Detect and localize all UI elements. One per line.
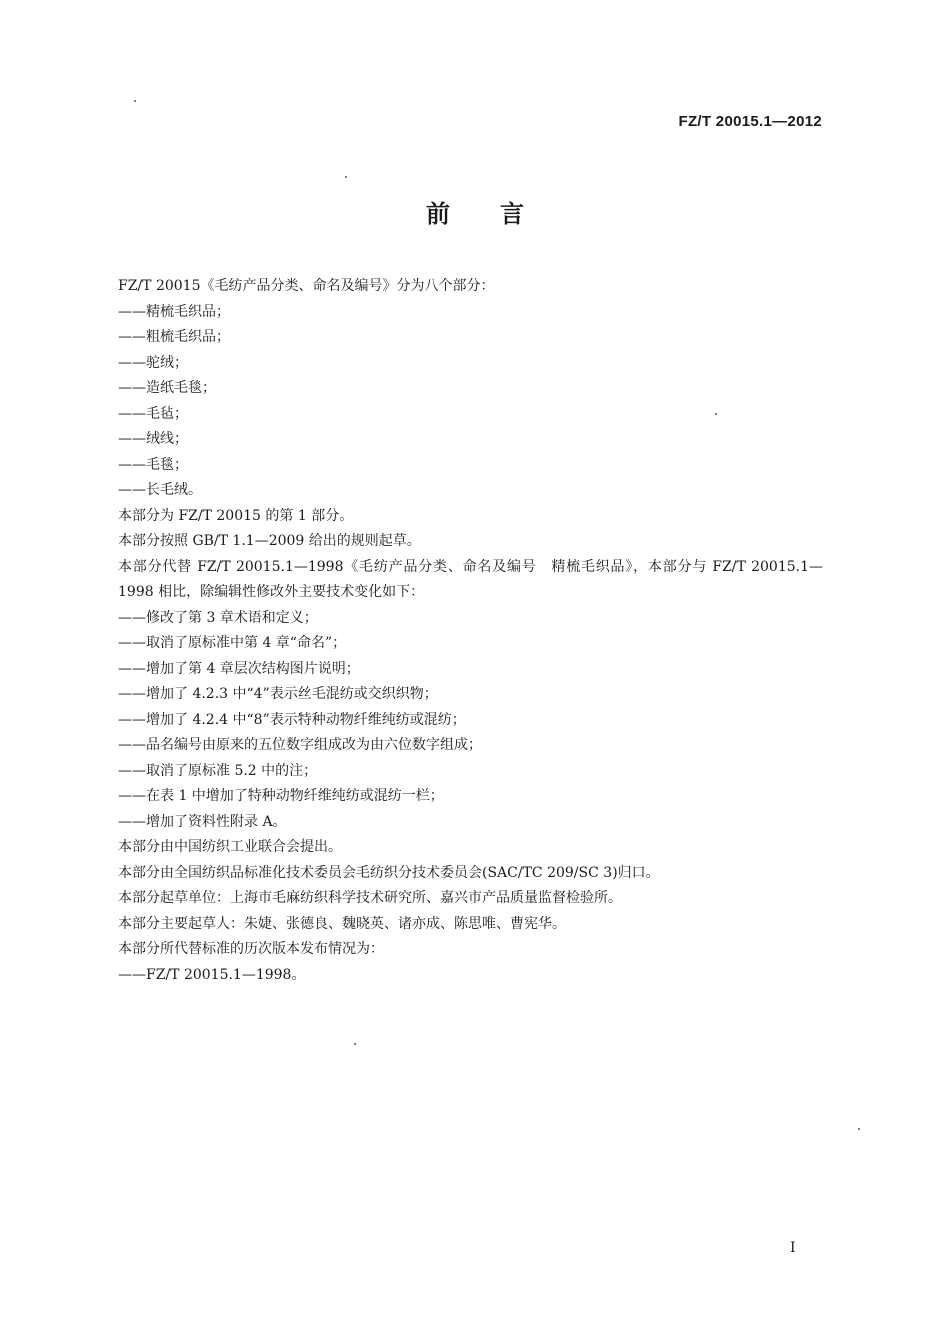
list-item: ——品名编号由原来的五位数字组成改为由六位数字组成；	[118, 737, 482, 753]
paragraph-drafting-units: 本部分起草单位：上海市毛麻纺织科学技术研究所、嘉兴市产品质量监督检验所。	[118, 890, 622, 906]
scan-speck	[134, 100, 136, 102]
paragraph-drafting-rules: 本部分按照 GB/T 1.1—2009 给出的规则起草。	[118, 533, 421, 549]
list-item: ——长毛绒。	[118, 482, 202, 498]
list-item: ——增加了 4.2.3 中“4”表示丝毛混纺或交织织物；	[118, 686, 438, 702]
list-item: ——增加了 4.2.4 中“8”表示特种动物纤维纯纺或混纺；	[118, 711, 466, 728]
list-item: ——取消了原标准 5.2 中的注；	[118, 762, 318, 779]
list-item: ——修改了第 3 章术语和定义；	[118, 609, 318, 626]
paragraph-drafters: 本部分主要起草人：朱婕、张德良、魏晓英、诸亦成、陈思唯、曹宪华。	[118, 915, 566, 932]
list-item: ——增加了第 4 章层次结构图片说明；	[118, 660, 360, 677]
paragraph-history: 本部分所代替标准的历次版本发布情况为：	[118, 941, 384, 957]
list-item: ——精梳毛织品；	[118, 303, 230, 320]
list-item: ——在表 1 中增加了特种动物纤维纯纺或混纺一栏；	[118, 788, 444, 804]
list-item: ——绒线；	[118, 431, 188, 447]
list-item: ——增加了资料性附录 A。	[118, 813, 287, 830]
list-item: ——取消了原标准中第 4 章“命名”；	[118, 635, 347, 651]
list-item: ——驼绒；	[118, 354, 188, 371]
scan-speck	[858, 1128, 860, 1130]
scan-speck	[354, 1043, 356, 1045]
foreword-body	[88, 274, 823, 988]
paragraph-parts-intro: FZ/T 20015《毛纺产品分类、命名及编号》分为八个部分：	[118, 278, 495, 294]
list-item: ——毛毡；	[118, 405, 188, 422]
paragraph-proposer: 本部分由中国纺织工业联合会提出。	[118, 839, 342, 855]
scan-speck	[345, 176, 347, 178]
paragraph-committee: 本部分由全国纺织品标准化技术委员会毛纺织分技术委员会(SAC/TC 209/SC 3)归口。	[118, 864, 660, 881]
page-title: 前言	[426, 200, 574, 228]
standard-code: FZ/T 20015.1—2012	[678, 113, 822, 130]
paragraph-part-number: 本部分为 FZ/T 20015 的第 1 部分。	[118, 507, 354, 524]
list-item: ——毛毯；	[118, 456, 188, 473]
list-item: ——造纸毛毯；	[118, 380, 216, 396]
list-item: ——粗梳毛织品；	[118, 329, 230, 345]
paragraph-replacement: 本部分代替 FZ/T 20015.1—1998《毛纺产品分类、命名及编号 精梳毛织品》，本部分与 FZ/T 20015.1—1998 相比，除编辑性修改外主要技术变化如下：	[118, 558, 823, 600]
scan-speck	[715, 413, 717, 415]
list-item: ——FZ/T 20015.1—1998。	[118, 966, 306, 983]
page-number: I	[790, 1240, 796, 1256]
